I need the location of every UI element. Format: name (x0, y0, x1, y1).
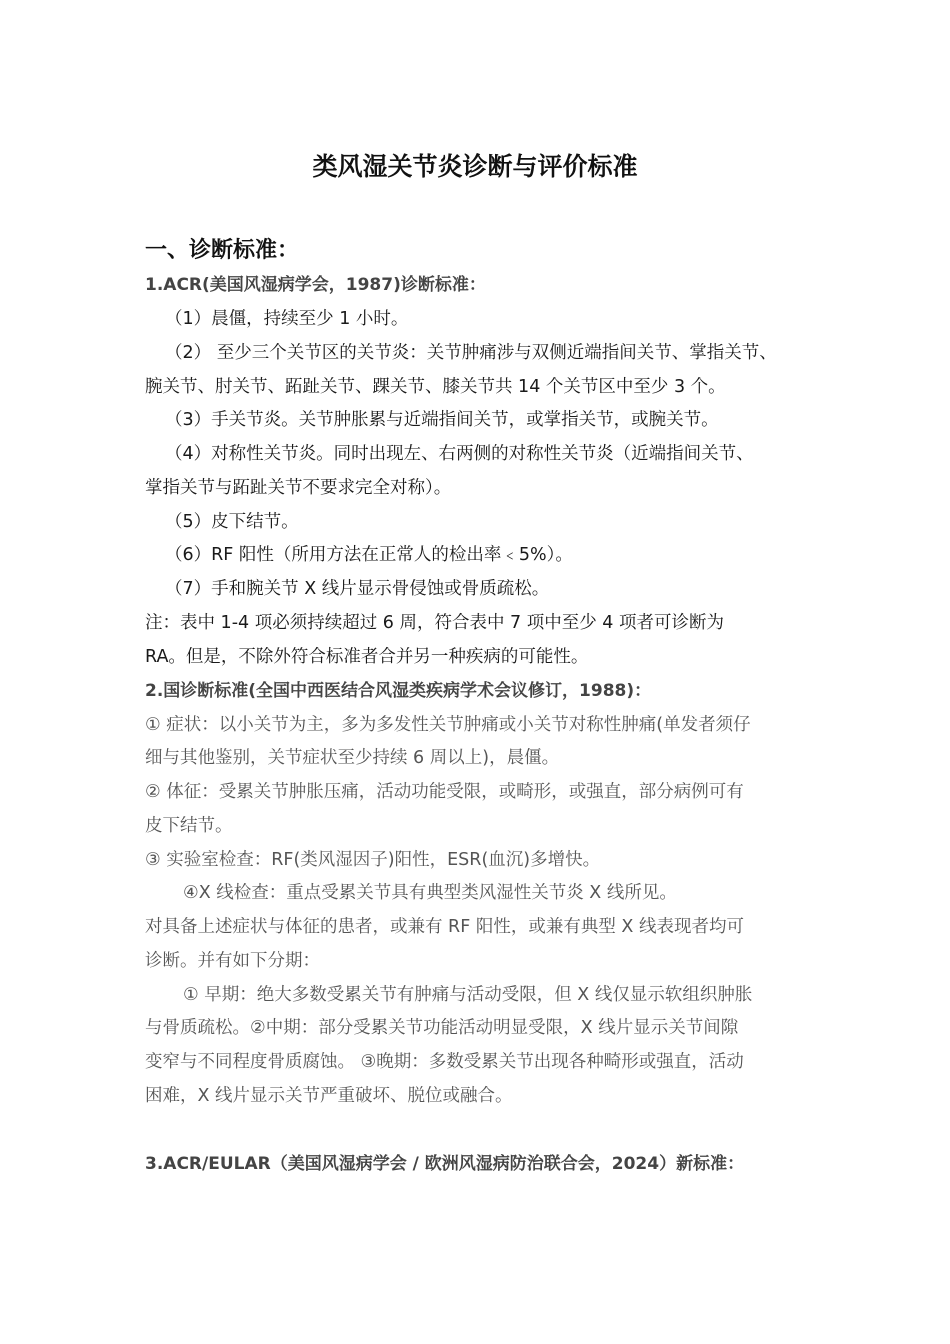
criterion-line: ① 症状：以小关节为主，多为多发性关节肿痛或小关节对称性肿痛(单发者须仔 (145, 715, 751, 735)
subheading-national-1988: 2.国诊断标准(全国中西医结合风湿类疾病学术会议修订，1988)： (145, 681, 652, 701)
note-line: 注：表中 1-4 项必须持续超过 6 周，符合表中 7 项中至少 4 项者可诊断为 (145, 613, 724, 633)
criterion-line: （2） 至少三个关节区的关节炎：关节肿痛涉与双侧近端指间关节、掌指关节、 (165, 343, 777, 363)
criterion-line: 皮下结节。 (145, 816, 233, 836)
criterion-line: 腕关节、肘关节、跖趾关节、踝关节、膝关节共 14 个关节区中至少 3 个。 (145, 377, 726, 397)
criterion-line: （6）RF 阳性（所用方法在正常人的检出率﹤5%）。 (165, 545, 573, 565)
subheading-acr-eular-2024: 3.ACR/EULAR（美国风湿病学会 / 欧洲风湿病防治联合会，2024）新标准： (145, 1154, 745, 1174)
criterion-line: （3）手关节炎。关节肿胀累与近端指间关节，或掌指关节，或腕关节。 (165, 410, 719, 430)
criterion-line: （4）对称性关节炎。同时出现左、右两侧的对称性关节炎（近端指间关节、 (165, 444, 754, 464)
criterion-line: 困难，X 线片显示关节严重破坏、脱位或融合。 (145, 1086, 513, 1106)
note-line: RA。但是，不除外符合标准者合并另一种疾病的可能性。 (145, 647, 589, 667)
criterion-line: 与骨质疏松。②中期：部分受累关节功能活动明显受限，X 线片显示关节间隙 (145, 1018, 739, 1038)
subheading-acr-1987: 1.ACR(美国风湿病学会，1987)诊断标准： (145, 275, 486, 295)
criterion-line: 诊断。并有如下分期： (145, 951, 320, 971)
criterion-line: 变窄与不同程度骨质腐蚀。 ③晚期：多数受累关节出现各种畸形或强直，活动 (145, 1052, 744, 1072)
criterion-line: （7）手和腕关节 X 线片显示骨侵蚀或骨质疏松。 (165, 579, 550, 599)
criterion-line: 对具备上述症状与体征的患者，或兼有 RF 阳性，或兼有典型 X 线表现者均可 (145, 917, 744, 937)
criterion-line: （1）晨僵，持续至少 1 小时。 (165, 309, 409, 329)
criterion-line: 细与其他鉴别，关节症状至少持续 6 周以上)，晨僵。 (145, 748, 560, 768)
criterion-line: （5）皮下结节。 (165, 512, 299, 532)
criterion-line: 掌指关节与跖趾关节不要求完全对称）。 (145, 478, 452, 498)
section-heading-diagnosis: 一、诊断标准： (145, 238, 300, 263)
criterion-line: ① 早期：绝大多数受累关节有肿痛与活动受限，但 X 线仅显示软组织肿胀 (183, 985, 753, 1005)
criterion-line: ③ 实验室检查：RF(类风湿因子)阳性，ESR(血沉)多增快。 (145, 850, 601, 870)
document-title: 类风湿关节炎诊断与评价标准 (312, 152, 638, 181)
criterion-line: ④X 线检查：重点受累关节具有典型类风湿性关节炎 X 线所见。 (183, 883, 677, 903)
criterion-line: ② 体征：受累关节肿胀压痛，活动功能受限，或畸形，或强直，部分病例可有 (145, 782, 744, 802)
